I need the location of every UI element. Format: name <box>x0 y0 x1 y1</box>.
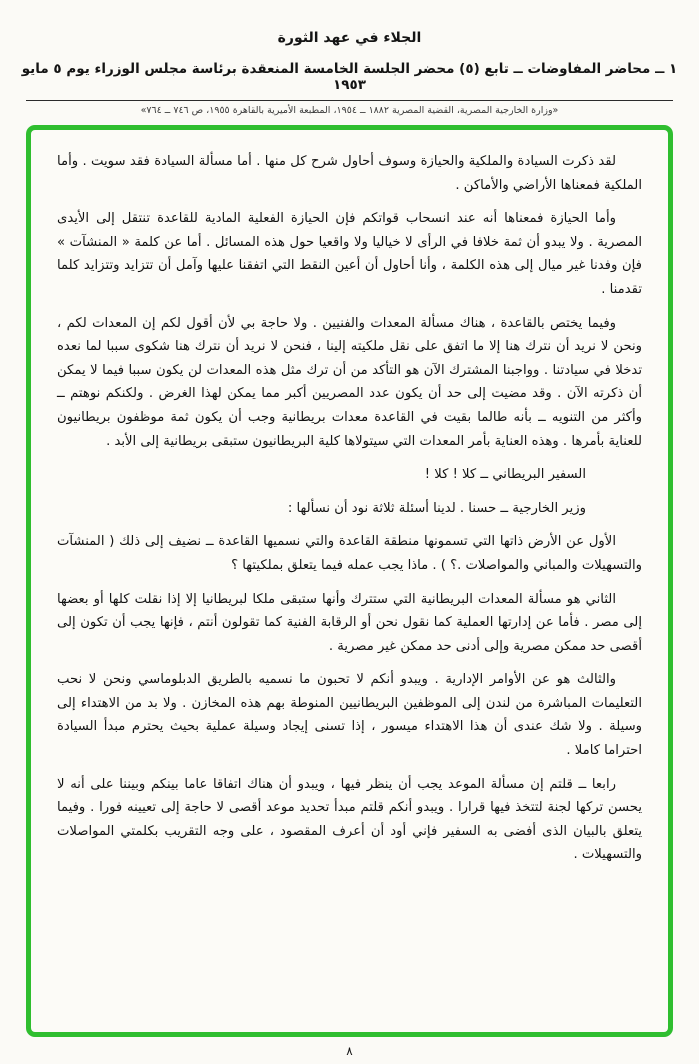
page-number: ٨ <box>346 1044 353 1058</box>
source-citation: «وزارة الخارجية المصرية، القضية المصرية ١٨٨٢ ــ ١٩٥٤، المطبعة الأميرية بالقاهرة ١٩٥٥، ص ٧٤٦ ــ ٧٦٤» <box>140 105 559 116</box>
paragraph-equipment: وفيما يختص بالقاعدة ، هناك مسألة المعدات والفنيين . ولا حاجة بي لأن أقول لكم إن المعدات لكم ، ونحن لا نريد أن نترك هنا إلا ما اتفق على نقل ملكيته إلينا ، فنحن لا نريد أن نترك هنا شكوى سببا لما نعده تدخلا في سيادتنا . وواجبنا المشترك الآن هو التأكد من أن ترك مثل هذه المعدات لن يكون سببا فيما لا يمكن أن ذكرته الآن . وقد مضيت إلى حد أن يكون عدد المصريين أكبر مما يمكن لهذا الغرض . ولكنكم نوهتم ــ وأكثر من التنويه ــ بأنه طالما بقيت في القاعدة معدات بريطانية وجب أن يكون ثمة موظفون بريطانيون للعناية بأمرها . وهذه العناية بأمر المعدات التي سيتولاها كلية البريطانيون ستبقى بريطانية إلى الأبد . <box>57 315 642 449</box>
paragraph-question-second: الثاني هو مسألة المعدات البريطانية التي ستترك وأنها ستبقى ملكا لبريطانيا إلا إذا نقلت كلها أو بعضها إلى مصر . فأما عن إدارتها العملية كما نقول نحن أو الرقابة الفنية كما تقولون أنتم ، فإنها يجب أن تكون إلى أقصى حد ممكن مصرية وإلى أدنى حد ممكن غير مصرية . <box>57 591 642 654</box>
page-footer <box>0 1044 699 1058</box>
paragraph-possession: وأما الحيازة فمعناها أنه عند انسحاب قواتكم فإن الحيازة الفعلية المادية للقاعدة تنتقل إلى الأيدى المصرية . ولا يبدو أن ثمة خلافا في الرأى لا خياليا ولا واقعيا حول هذه المسائل . أما عن كلمة « المنشآت » فإن وفدنا غير ميال إلى هذه الكلمة ، وأنا أحاول أن أعين النقط التي اتفقنا عليها وآمل أن تتزايد وتتزايد كلما تقدمنا . <box>57 211 642 297</box>
header-divider <box>26 100 673 101</box>
page-header <box>0 0 699 116</box>
document-title: الجلاء في عهد الثورة <box>277 30 422 46</box>
dialogue-foreign-minister: وزير الخارجية ــ حسنا . لدينا أسئلة ثلاثة نود أن نسألها : <box>287 500 586 516</box>
section-heading: ١ ــ محاضر المفاوضات ــ تابع (٥) محضر الجلسة الخامسة المنعقدة برئاسة مجلس الوزراء يوم ٥ مايو ١٩٥٣ <box>21 61 678 93</box>
highlighted-text-block <box>26 125 673 1037</box>
paragraph-question-fourth: رابعا ــ قلتم إن مسألة الموعد يجب أن ينظر فيها ، ويبدو أن هناك اتفاقا عاما بينكم وبيننا على أنه لا يحسن تركها لجنة لتتخذ فيها قرارا . ويبدو أنكم قلتم مبدأ تحديد موعد أقصى لا حاجة إلى تعيينه فورا . وفيما يتعلق بالبيان الذى أفضى به السفير فإني أود أن أعرف المقصود ، على وجه التقريب بكلمتي المواصلات والتسهيلات . <box>57 776 642 863</box>
paragraph-question-first: الأول عن الأرض ذاتها التي تسمونها منطقة القاعدة والتي نسميها القاعدة ــ نضيف إلى ذلك ( المنشآت والتسهيلات والمباني والمواصلات .؟ ) . ماذا يجب عمله فيما يتعلق بملكيتها ؟ <box>57 534 642 573</box>
dialogue-british-ambassador: السفير البريطاني ــ كلا ! كلا ! <box>424 467 586 483</box>
paragraph-question-third: والثالث هو عن الأوامر الإدارية . ويبدو أنكم لا تحبون ما نسميه بالطريق الدبلوماسي ونحن لا نحب التعليمات المباشرة من لندن إلى الموظفين البريطانيين المنوطة بهم هذه المخازن . ولا بد من الاهتداء إلى وسيلة . ولا شك عندى أن هذا الاهتداء ميسور ، إذا تسنى إيجاد وسيلة عملية بحيث يحترم مبدأ السيادة احتراما كاملا . <box>57 672 642 759</box>
paragraph-sovereignty-intro: لقد ذكرت السيادة والملكية والحيازة وسوف أحاول شرح كل منها . أما مسألة السيادة فقد سويت . وأما الملكية فمعناها الأراضي والأماكن . <box>57 154 642 193</box>
